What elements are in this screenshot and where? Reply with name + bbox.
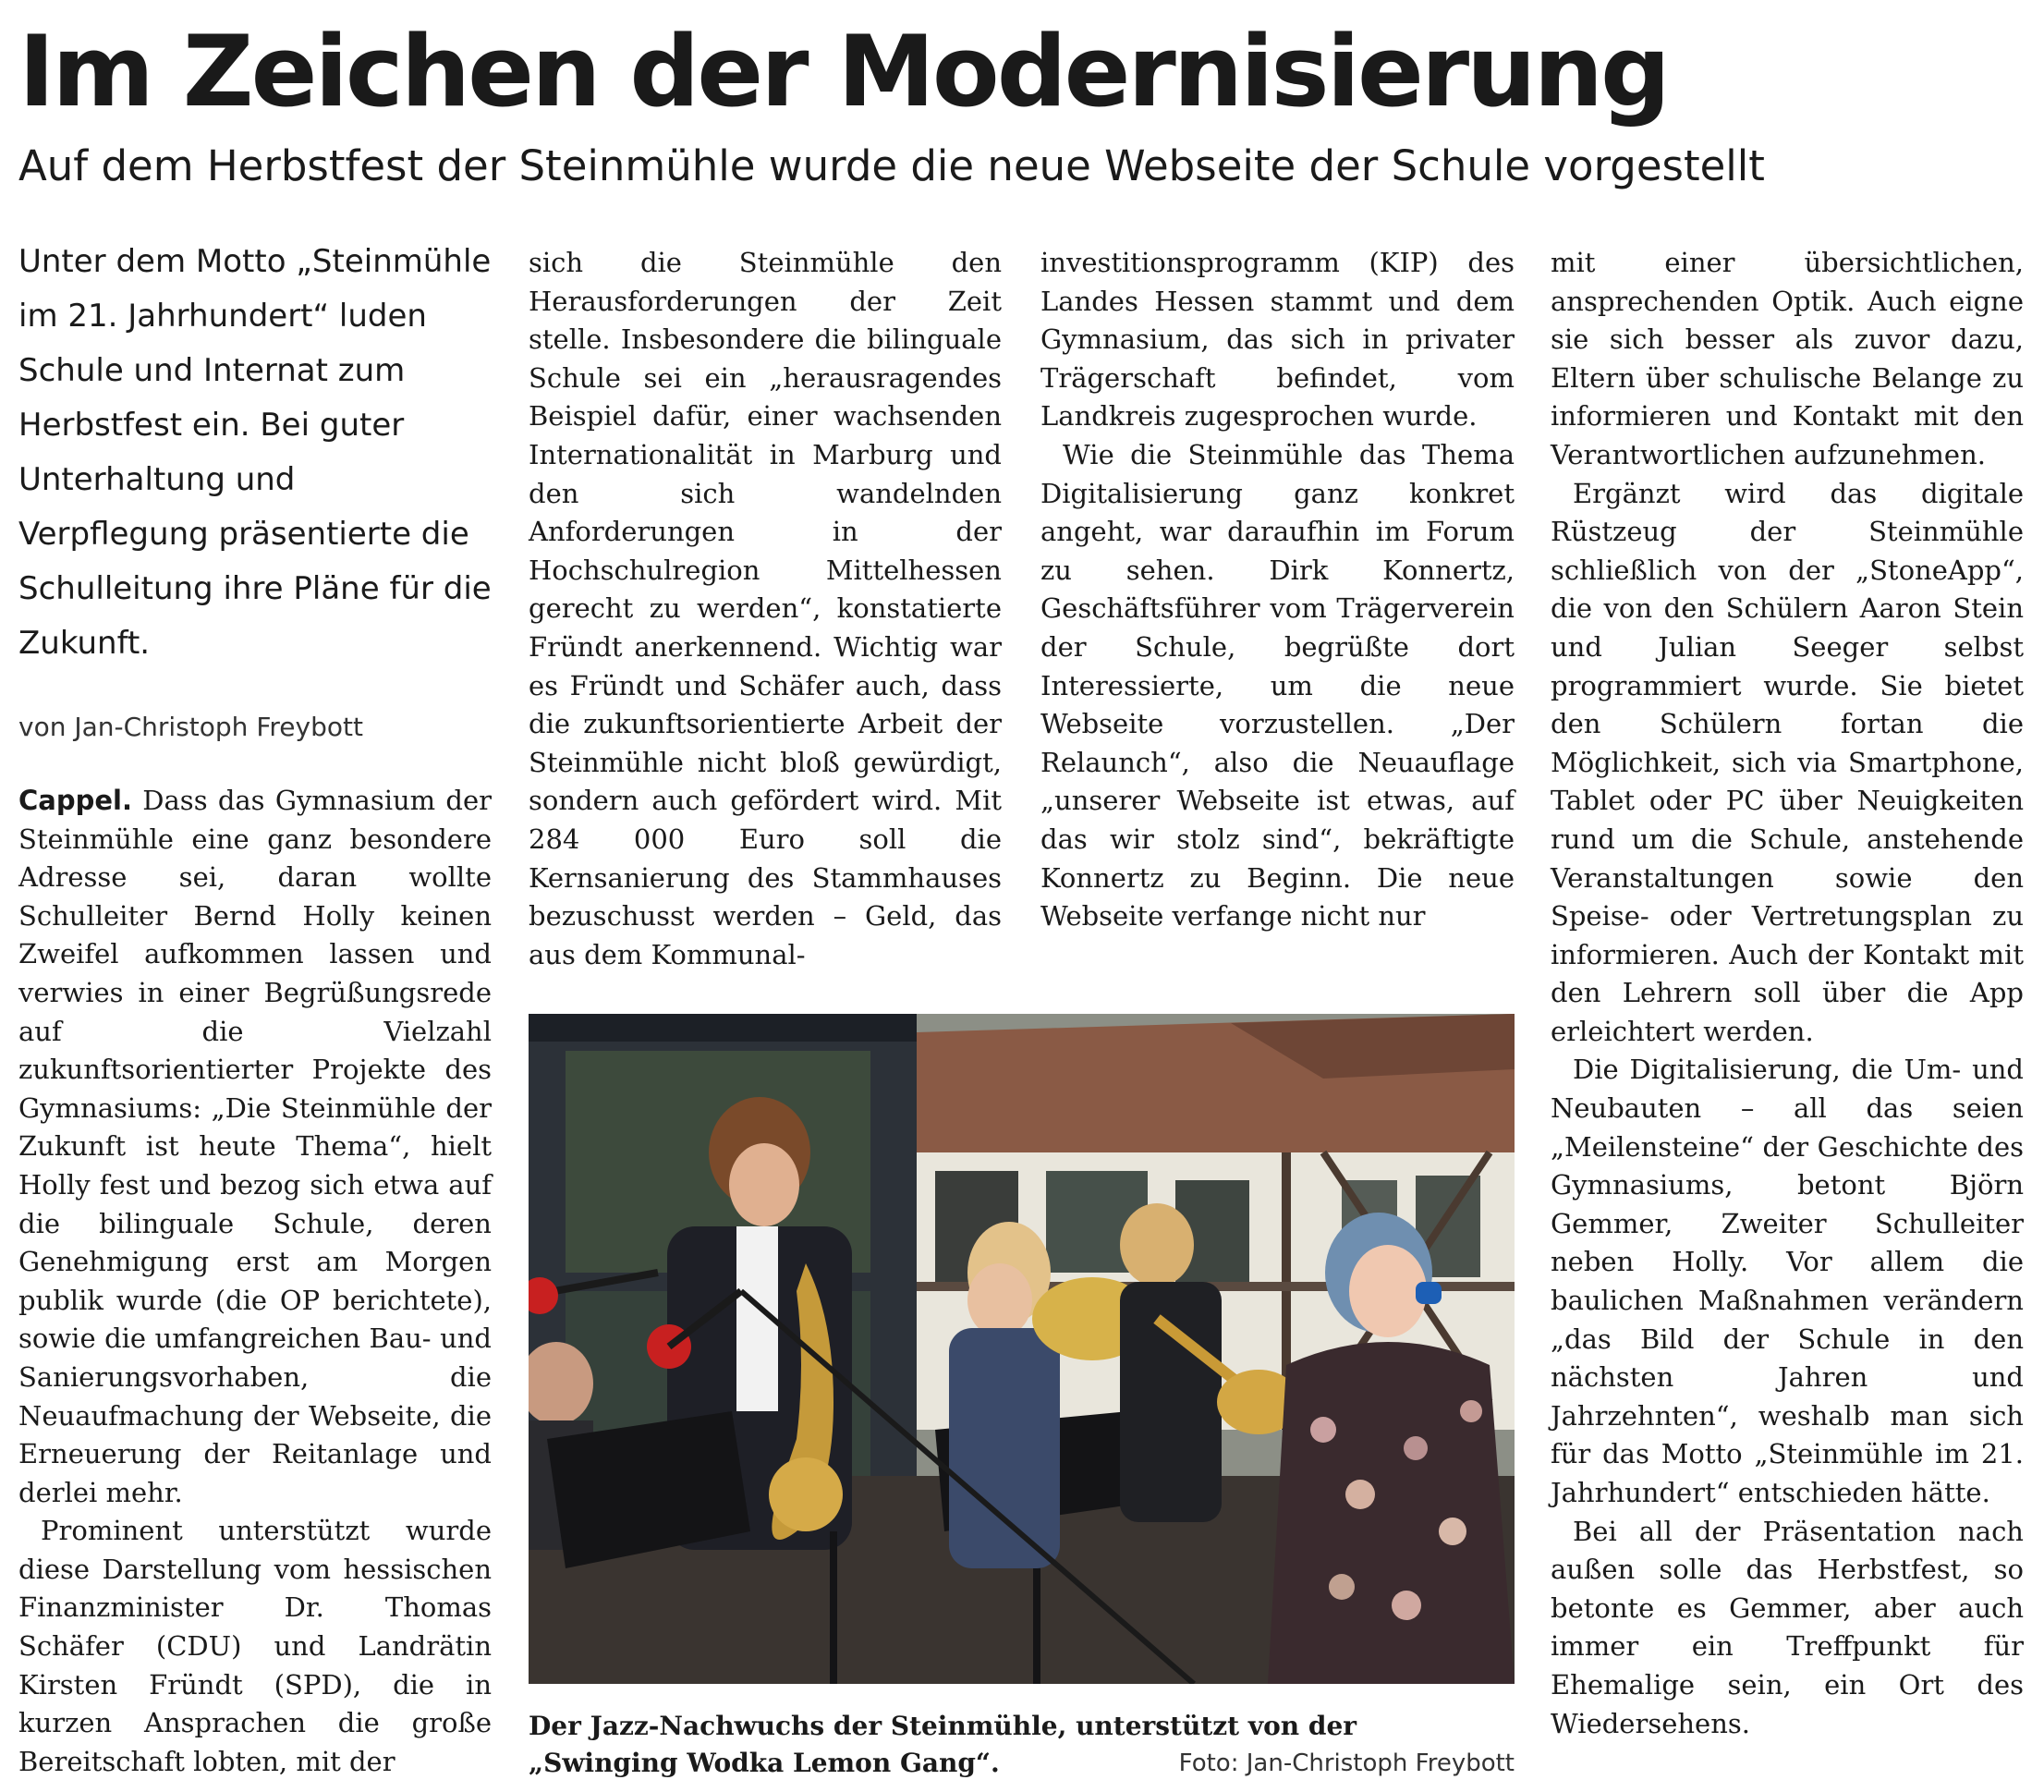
column-1 <box>18 782 492 1781</box>
dateline: Cappel. <box>18 785 132 816</box>
column-3 <box>1040 244 1515 936</box>
headline: Im Zeichen der Modernisierung <box>18 15 1668 128</box>
body-paragraph: Prominent unterstützt wurde diese Darstellung vom hessischen Finanzminister Dr. Thomas Schäfer (CDU) und Landrätin Kirsten Fründt (SPD), die in kurzen Ansprachen die große Bereitschaft lobten, mit der <box>18 1515 492 1777</box>
body-paragraph <box>18 782 492 1512</box>
body-paragraph: Wie die Steinmühle das Thema Digitalisierung ganz konkret angeht, war daraufhin im Forum zu sehen. Dirk Konnertz, Geschäftsführer vom Trägerverein der Schule, begrüßte dort Interessierte, um die neue Webseite vorzustellen. „Der Relaunch“, also die Neuauflage „unserer Webseite ist etwas, auf das wir stolz sind“, bekräftigte Konnertz zu Beginn. Die neue Webseite verfange nicht nur <box>1040 438 1515 933</box>
body-paragraph: investitionsprogramm (KIP) des Landes Hessen stammt und dem Gymnasium, das sich in privater Trägerschaft befindet, vom Landkreis zugesprochen wurde. <box>1040 247 1515 433</box>
jazz-band-photo <box>529 1014 1515 1684</box>
body-paragraph: mit einer übersichtlichen, ansprechenden Optik. Auch eigne sie sich besser als zuvor dazu, Eltern über schulische Belange zu informieren und Kontakt mit den Verantwortlichen aufzunehmen. <box>1551 247 2024 470</box>
lead-paragraph: Unter dem Motto „Steinmühle im 21. Jahrhundert“ luden Schule und Internat zum Herbstfest ein. Bei guter Unterhaltung und Verpflegung präsentierte die Schulleitung ihre Pläne für die Zukunft. <box>18 243 492 662</box>
column-4 <box>1551 244 2024 1743</box>
subheadline: Auf dem Herbstfest der Steinmühle wurde die neue Webseite der Schule vorgestellt <box>18 141 1765 190</box>
body-paragraph: sich die Steinmühle den Herausforderungen der Zeit stelle. Insbesondere die bilinguale Schule sei ein „herausragendes Beispiel dafür, einer wachsenden Internationalität in Marburg und den sich wandelnden Anforderungen in der Hochschulregion Mittelhessen gerecht zu werden“, konstatierte Fründt anerkennend. Wichtig war es Fründt und Schäfer auch, dass die zukunftsorientierte Arbeit der Steinmühle nicht bloß gewürdigt, sondern auch gefördert wird. Mit 284 000 Euro soll die Kernsanierung des Stammhauses bezuschusst werden – Geld, das aus dem Kommunal- <box>529 247 1002 970</box>
body-paragraph: Die Digitalisierung, die Um- und Neubauten – all das seien „Meilensteine“ der Geschichte des Gymnasiums, betont Björn Gemmer, Zweiter Schulleiter neben Holly. Vor allem die baulichen Maßnahmen verändern „das Bild der Schule in den nächsten Jahren und Jahrzehnten“, weshalb man sich für das Motto „Steinmühle im 21. Jahrhundert“ entschieden hätte. <box>1551 1054 2024 1508</box>
body-paragraph: Ergänzt wird das digitale Rüstzeug der Steinmühle schließlich von der „StoneApp“, die von den Schülern Aaron Stein und Julian Seeger selbst programmiert wurde. Sie bietet den Schülern fortan die Möglichkeit, sich via Smartphone, Tablet oder PC über Neuigkeiten rund um die Schule, anstehende Veranstaltungen sowie den Speise- oder Vertretungsplan zu informieren. Auch der Kontakt mit den Lehrern soll über die App erleichtert werden. <box>1551 477 2024 1047</box>
photo-credit: Foto: Jan-Christoph Freybott <box>1178 1749 1515 1777</box>
body-text: Dass das Gymnasium der Steinmühle eine ganz besondere Adresse sei, daran wollte Schulleiter Bernd Holly keinen Zweifel aufkommen lassen und verwies in einer Begrüßungsrede auf die Vielzahl zukunftsorientierter Projekte des Gymnasiums: „Die Steinmühle der Zukunft ist heute Thema“, hielt Holly fest und bezog sich etwa auf die bilinguale Schule, deren Genehmigung erst am Morgen publik wurde (die OP berichtete), sowie die umfangreichen Bau- und Sanierungsvorhaben, die Neuaufmachung der Webseite, die Erneuerung der Reitanlage und derlei mehr. <box>18 785 493 1508</box>
byline: von Jan-Christoph Freybott <box>18 712 363 742</box>
body-paragraph: Bei all der Präsentation nach außen solle das Herbstfest, so betonte es Gemmer, aber auch immer ein Treffpunkt für Ehemalige sein, ein Ort des Wiedersehens. <box>1551 1515 2024 1739</box>
column-2 <box>529 244 1002 974</box>
photo-image <box>529 1014 1515 1684</box>
photo-caption: Der Jazz-Nachwuchs der Steinmühle, unterstützt von der „Swinging Wodka Lemon Gang“. <box>529 1711 1357 1778</box>
